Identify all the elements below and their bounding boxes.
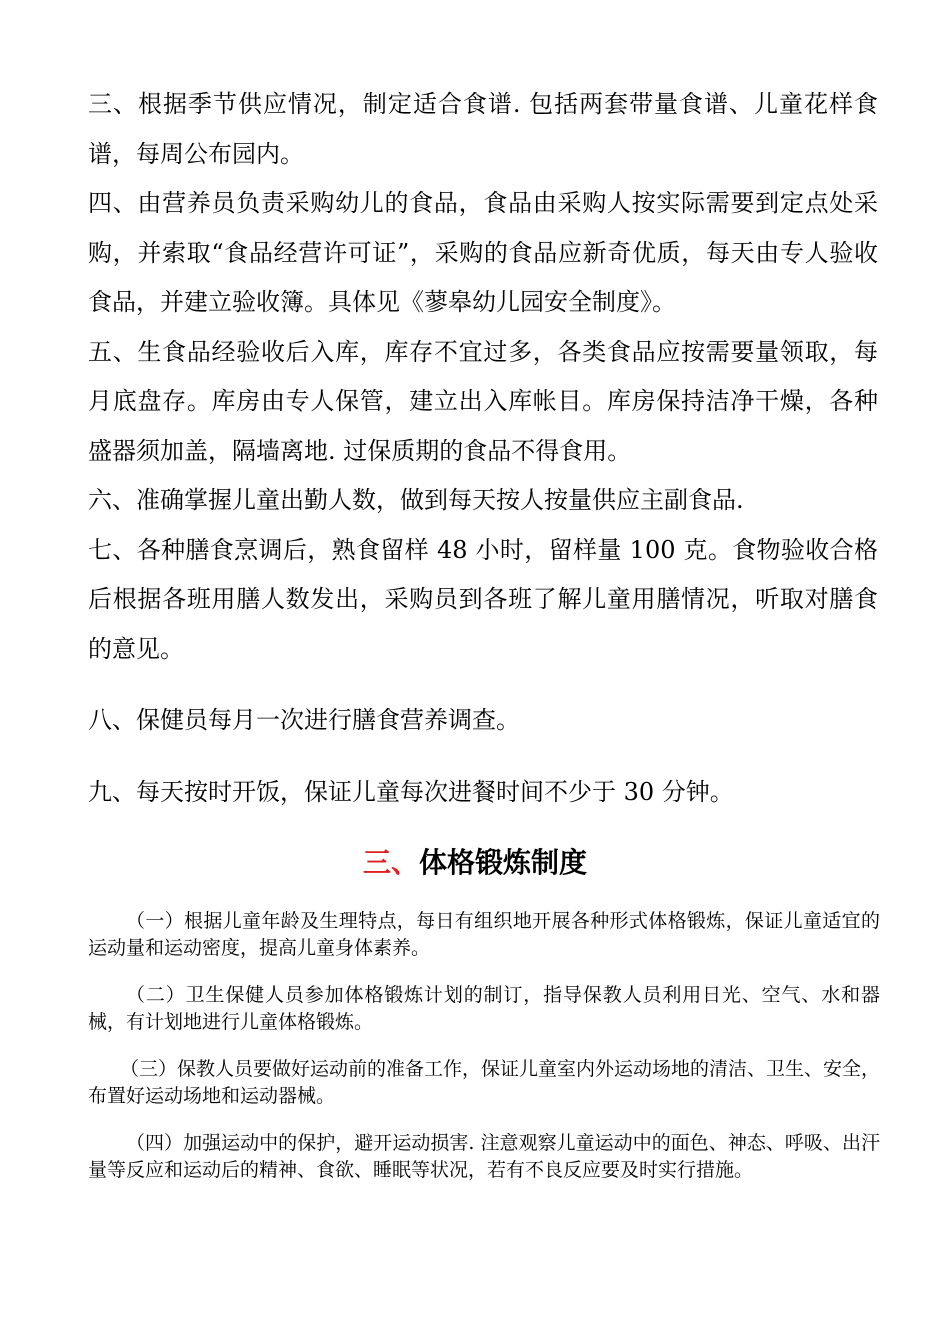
diet-rules-list [88, 80, 878, 817]
exercise-rule-2: （二）卫生保健人员参加体格锻炼计划的制订，指导保教人员利用日光、空气、水和器械，有计划地进行儿童体格锻炼。 [88, 984, 880, 1033]
exercise-rule-3: （三）保教人员要做好运动前的准备工作，保证儿童室内外运动场地的清洁、卫生、安全，布置好运动场地和运动器械。 [88, 1058, 881, 1107]
rule-9: 九、每天按时开饭，保证儿童每次进餐时间不少于 30 分钟。 [88, 777, 734, 806]
section-title: 体格锻炼制度 [419, 846, 588, 879]
exercise-rules-list [88, 908, 880, 1204]
rule-6: 六、准确掌握儿童出勤人数，做到每天按人按量供应主副食品. [88, 486, 744, 514]
rule-5: 五、生食品经验收后入库，库存不宜过多，各类食品应按需要量领取，每月底盘存。库房由专人保管，建立出入库帐目。库房保持洁净干燥，各种盛器须加盖，隔墙离地. 过保质期的食品不得食用。 [88, 337, 878, 465]
section-number: 三、 [362, 846, 419, 879]
spacer [88, 674, 878, 696]
rule-3: 三、根据季节供应情况，制定适合食谱. 包括两套带量食谱、儿童花样食谱，每周公布园内。 [88, 90, 878, 168]
spacer [88, 746, 878, 768]
rule-7: 七、各种膳食烹调后，熟食留样 48 小时，留样量 100 克。食物验收合格后根据各班用膳人数发出，采购员到各班了解儿童用膳情况，听取对膳食的意见。 [88, 535, 878, 663]
rule-4: 四、由营养员负责采购幼儿的食品，食品由采购人按实际需要到定点处采购，并索取“食品经营许可证”，采购的食品应新奇优质，每天由专人验收食品，并建立验收簿。具体见《蓼皋幼儿园安全制度》。 [88, 189, 878, 316]
exercise-rule-1: （一）根据儿童年龄及生理特点，每日有组织地开展各种形式体格锻炼，保证儿童适宜的运动量和运动密度，提高儿童身体素养。 [88, 910, 880, 959]
rule-8: 八、保健员每月一次进行膳食营养调查。 [88, 706, 520, 734]
section-heading [0, 843, 950, 883]
exercise-rule-4: （四）加强运动中的保护，避开运动损害. 注意观察儿童运动中的面色、神态、呼吸、出汗量等反应和运动后的精神、食欲、睡眠等状况，若有不良反应要及时实行措施。 [88, 1132, 880, 1181]
